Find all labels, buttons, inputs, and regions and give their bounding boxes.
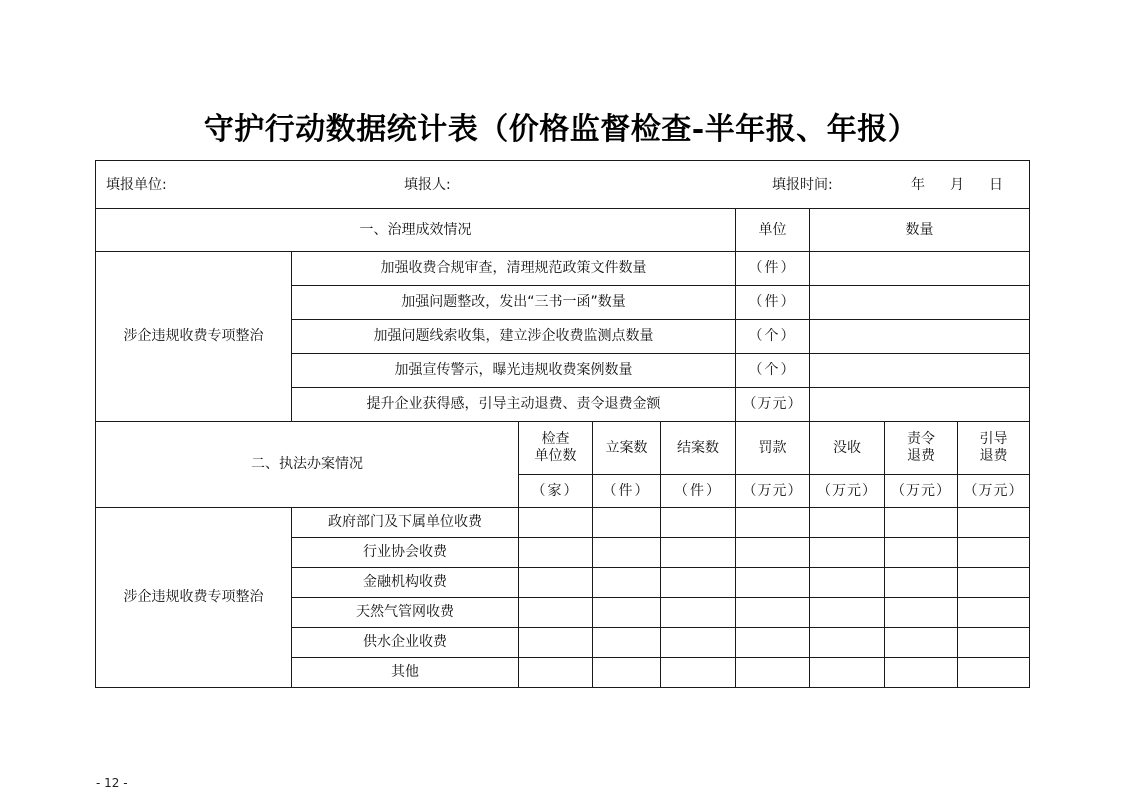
column-header-name: 检查 单位数	[534, 431, 577, 464]
section1-row-unit: （件）	[736, 286, 810, 320]
column-header-name: 责令 退费	[907, 431, 935, 464]
column-unit: （万元）	[736, 475, 810, 508]
data-cell[interactable]	[885, 628, 958, 658]
column-unit: （万元）	[958, 475, 1030, 508]
data-cell[interactable]	[958, 628, 1030, 658]
column-header-name: 立案数	[605, 439, 648, 456]
data-cell[interactable]	[958, 568, 1030, 598]
data-cell[interactable]	[661, 598, 736, 628]
data-cell[interactable]	[519, 568, 593, 598]
data-cell[interactable]	[736, 568, 810, 598]
section2-row-label: 政府部门及下属单位收费	[292, 508, 519, 538]
section1-row-unit: （万元）	[736, 388, 810, 422]
page-title: 守护行动数据统计表（价格监督检查-半年报、年报）	[203, 112, 919, 147]
section1-row-label: 加强问题线索收集，建立涉企收费监测点数量	[292, 320, 736, 354]
section1-row-unit: （个）	[736, 354, 810, 388]
data-cell[interactable]	[810, 658, 885, 688]
quantity-cell[interactable]	[810, 286, 1030, 320]
table-row	[96, 508, 1030, 538]
section1-row-label: 加强收费合规审查，清理规范政策文件数量	[292, 252, 736, 286]
reporter-label: 填报人:	[404, 177, 451, 193]
section2-row-label: 天然气管网收费	[292, 598, 519, 628]
data-cell[interactable]	[885, 508, 958, 538]
month-label: 月	[950, 177, 964, 193]
data-cell[interactable]	[885, 568, 958, 598]
data-cell[interactable]	[736, 598, 810, 628]
data-cell[interactable]	[519, 538, 593, 568]
column-header	[519, 422, 593, 475]
data-cell[interactable]	[593, 598, 661, 628]
column-header	[810, 422, 885, 475]
report-time-label: 填报时间:	[772, 177, 833, 193]
data-cell[interactable]	[661, 568, 736, 598]
column-header	[661, 422, 736, 475]
section1-row-label: 加强问题整改，发出“三书一函”数量	[292, 286, 736, 320]
quantity-cell[interactable]	[810, 388, 1030, 422]
reporting-unit-label: 填报单位:	[106, 177, 167, 193]
data-cell[interactable]	[593, 538, 661, 568]
data-cell[interactable]	[661, 658, 736, 688]
data-cell[interactable]	[736, 628, 810, 658]
data-cell[interactable]	[958, 658, 1030, 688]
day-label: 日	[989, 177, 1003, 193]
data-cell[interactable]	[958, 598, 1030, 628]
data-cell[interactable]	[810, 568, 885, 598]
section1-row-label: 提升企业获得感，引导主动退费、责令退费金额	[292, 388, 736, 422]
quantity-cell[interactable]	[810, 252, 1030, 286]
data-cell[interactable]	[958, 538, 1030, 568]
table-row	[96, 252, 1030, 286]
section1-row-unit: （件）	[736, 252, 810, 286]
data-cell[interactable]	[885, 658, 958, 688]
data-cell[interactable]	[736, 508, 810, 538]
column-header-name: 没收	[833, 439, 861, 456]
data-cell[interactable]	[661, 628, 736, 658]
section2-row-label: 其他	[292, 658, 519, 688]
info-bar	[96, 161, 1030, 209]
data-cell[interactable]	[519, 628, 593, 658]
column-header	[736, 422, 810, 475]
section1-group-label: 涉企违规收费专项整治	[96, 252, 292, 422]
quantity-cell[interactable]	[810, 354, 1030, 388]
data-cell[interactable]	[736, 658, 810, 688]
section2-title: 二、执法办案情况	[96, 422, 519, 508]
column-unit: （件）	[661, 475, 736, 508]
section2-group-label: 涉企违规收费专项整治	[96, 508, 292, 688]
column-header	[958, 422, 1030, 475]
data-cell[interactable]	[885, 538, 958, 568]
data-cell[interactable]	[810, 598, 885, 628]
year-label: 年	[911, 177, 925, 193]
data-cell[interactable]	[810, 508, 885, 538]
data-cell[interactable]	[519, 508, 593, 538]
section2-row-label: 金融机构收费	[292, 568, 519, 598]
column-unit: （万元）	[810, 475, 885, 508]
data-cell[interactable]	[519, 658, 593, 688]
quantity-cell[interactable]	[810, 320, 1030, 354]
section1-title: 一、治理成效情况	[96, 209, 736, 252]
section1-row-label: 加强宣传警示，曝光违规收费案例数量	[292, 354, 736, 388]
section2-row-label: 供水企业收费	[292, 628, 519, 658]
data-cell[interactable]	[958, 508, 1030, 538]
column-unit: （件）	[593, 475, 661, 508]
section1-qty-header: 数量	[810, 209, 1030, 252]
section2-row-label: 行业协会收费	[292, 538, 519, 568]
column-header	[593, 422, 661, 475]
data-cell[interactable]	[661, 508, 736, 538]
data-cell[interactable]	[810, 538, 885, 568]
data-cell[interactable]	[885, 598, 958, 628]
column-header-name: 结案数	[677, 439, 719, 456]
section1-unit-header: 单位	[736, 209, 810, 252]
data-cell[interactable]	[593, 508, 661, 538]
data-cell[interactable]	[661, 538, 736, 568]
section1-row-unit: （个）	[736, 320, 810, 354]
column-header	[885, 422, 958, 475]
statistics-table	[95, 160, 1030, 688]
data-cell[interactable]	[593, 658, 661, 688]
column-header-name: 引导 退费	[979, 431, 1008, 464]
data-cell[interactable]	[593, 568, 661, 598]
column-header-name: 罚款	[758, 439, 787, 456]
data-cell[interactable]	[810, 628, 885, 658]
column-unit: （家）	[519, 475, 593, 508]
data-cell[interactable]	[736, 538, 810, 568]
data-cell[interactable]	[593, 628, 661, 658]
column-unit: （万元）	[885, 475, 958, 508]
page-number: - 12 -	[96, 776, 128, 790]
data-cell[interactable]	[519, 598, 593, 628]
